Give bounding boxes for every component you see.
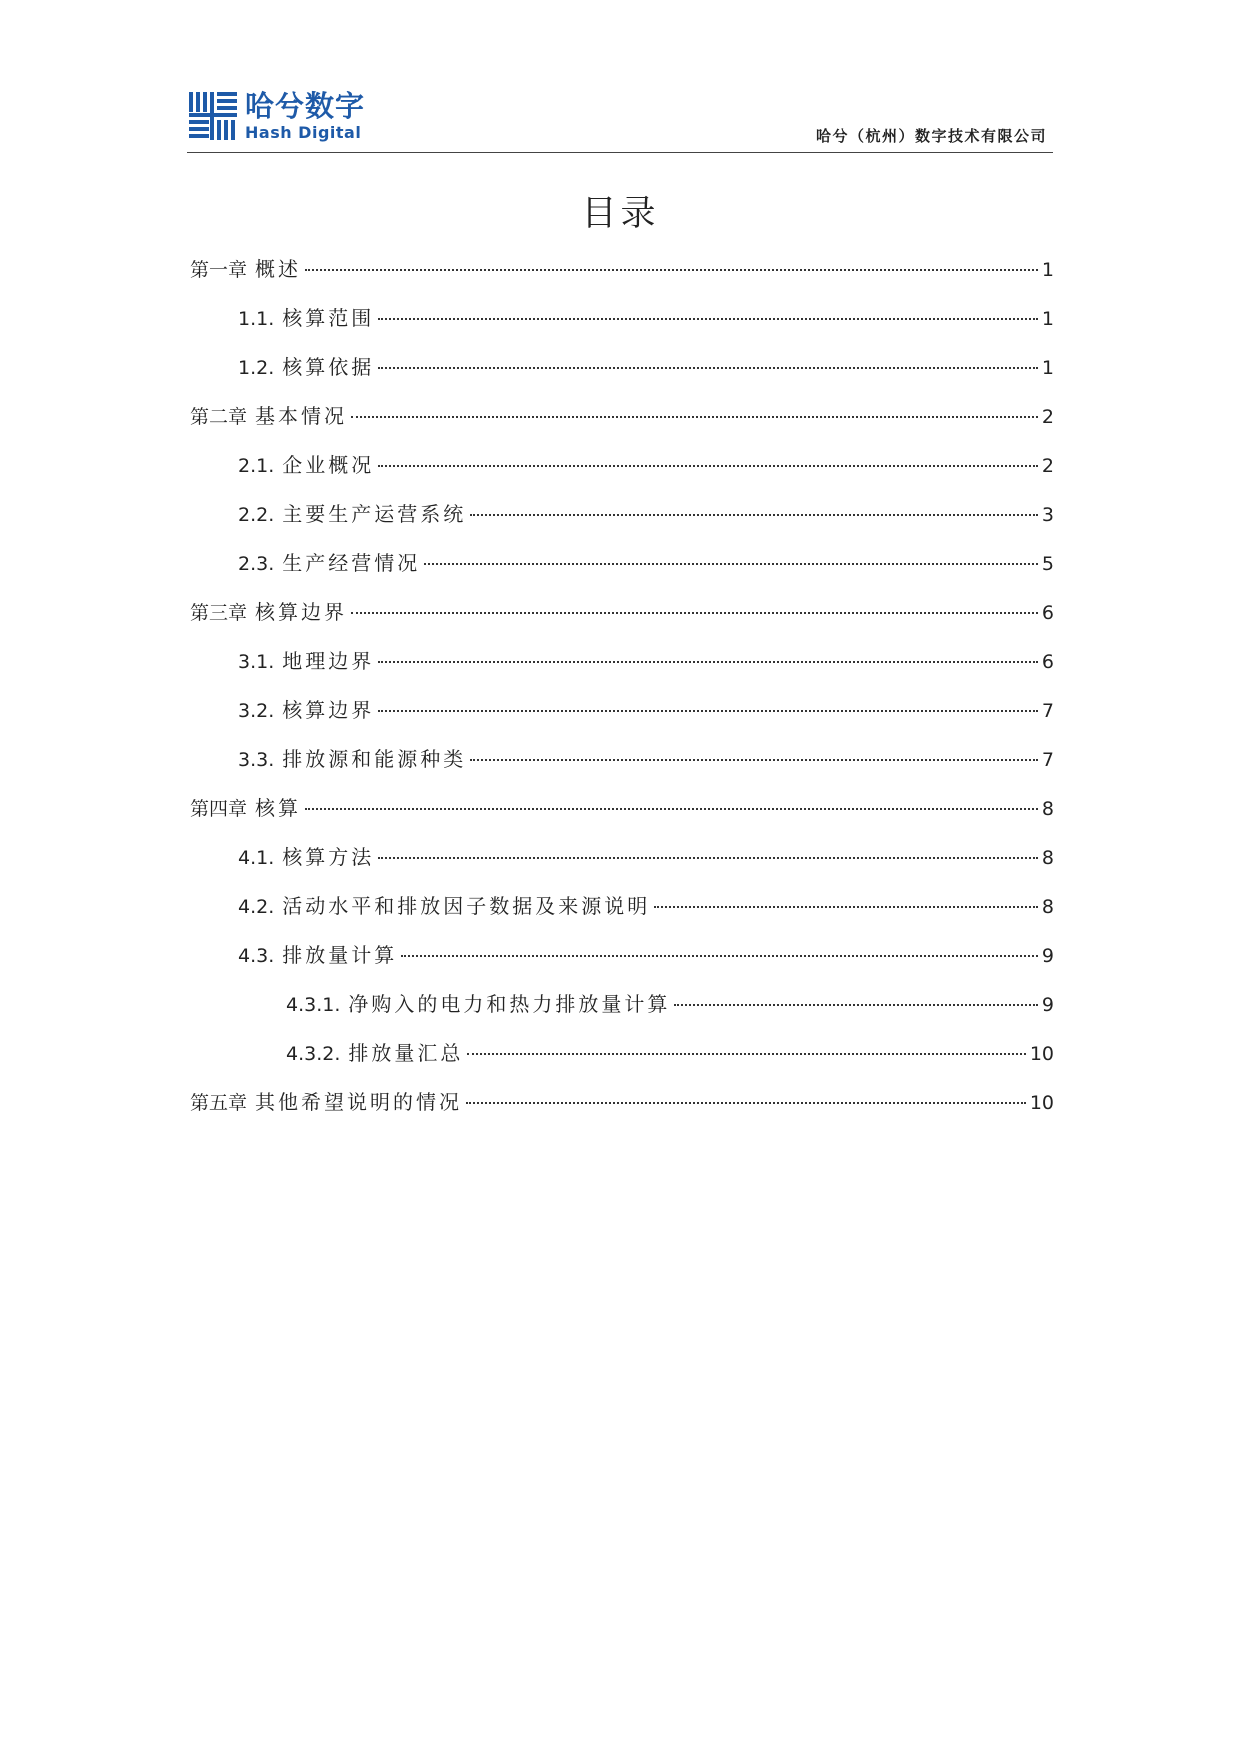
toc-leader-dots xyxy=(424,563,1038,565)
toc-entry-number: 第四章 xyxy=(190,798,248,820)
toc-page-number: 1 xyxy=(1041,308,1054,330)
toc-entry[interactable] xyxy=(190,645,1054,694)
toc-leader-dots xyxy=(378,318,1038,320)
toc-entry-label xyxy=(190,792,301,821)
toc-entry-number: 4.3. xyxy=(238,945,275,967)
toc-entry-number: 3.1. xyxy=(238,651,275,673)
toc-entry-text: 生产经营情况 xyxy=(282,551,421,575)
toc-entry-label xyxy=(238,547,420,576)
toc-entry-label xyxy=(190,1086,462,1115)
toc-entry-label xyxy=(238,743,466,772)
toc-entry[interactable] xyxy=(190,743,1054,792)
toc-entry[interactable] xyxy=(190,498,1054,547)
toc-entry[interactable] xyxy=(190,1037,1054,1086)
toc-page-number: 3 xyxy=(1041,504,1054,526)
toc-leader-dots xyxy=(401,955,1038,957)
toc-page-number: 2 xyxy=(1041,455,1054,477)
toc-entry-text: 基本情况 xyxy=(255,404,348,428)
toc-entry-text: 企业概况 xyxy=(282,453,375,477)
toc-entry[interactable] xyxy=(190,988,1054,1037)
company-logo xyxy=(187,88,365,144)
toc-page-number: 1 xyxy=(1041,259,1054,281)
toc-entry-label xyxy=(238,939,397,968)
toc-entry[interactable] xyxy=(190,841,1054,890)
toc-page-number: 7 xyxy=(1041,700,1054,722)
toc-leader-dots xyxy=(305,808,1038,810)
toc-entry-text: 核算边界 xyxy=(282,698,375,722)
toc-entry-text: 核算范围 xyxy=(282,306,375,330)
toc-entry-label xyxy=(238,694,374,723)
toc-entry-number: 2.2. xyxy=(238,504,275,526)
toc-leader-dots xyxy=(378,857,1038,859)
toc-entry-number: 3.3. xyxy=(238,749,275,771)
toc-entry-text: 概述 xyxy=(255,257,302,281)
toc-entry-label xyxy=(238,890,650,919)
toc-entry-number: 第五章 xyxy=(190,1092,248,1114)
toc-entry-label xyxy=(238,449,374,478)
toc-entry-number: 4.1. xyxy=(238,847,275,869)
hash-digital-logo-icon xyxy=(187,90,239,142)
logo-english-name: Hash Digital xyxy=(245,122,362,142)
logo-chinese-name: 哈兮数字 xyxy=(245,88,366,123)
toc-leader-dots xyxy=(674,1004,1038,1006)
toc-entry-text: 地理边界 xyxy=(282,649,375,673)
toc-page-number: 9 xyxy=(1041,994,1054,1016)
toc-entry-label xyxy=(190,253,301,282)
toc-page-number: 8 xyxy=(1041,798,1054,820)
toc-entry[interactable] xyxy=(190,939,1054,988)
toc-entry-label xyxy=(286,1037,463,1066)
toc-page-number: 6 xyxy=(1041,651,1054,673)
toc-page-number: 2 xyxy=(1041,406,1054,428)
toc-entry-label xyxy=(238,841,374,870)
toc-entry-label xyxy=(190,596,347,625)
toc-entry-label xyxy=(190,400,347,429)
toc-leader-dots xyxy=(378,710,1038,712)
toc-entry-number: 3.2. xyxy=(238,700,275,722)
table-of-contents xyxy=(190,253,1054,1135)
toc-page-number: 6 xyxy=(1041,602,1054,624)
toc-entry-text: 排放量计算 xyxy=(282,943,398,967)
toc-entry-text: 核算依据 xyxy=(282,355,375,379)
toc-entry[interactable] xyxy=(190,253,1054,302)
toc-entry[interactable] xyxy=(190,400,1054,449)
toc-entry[interactable] xyxy=(190,694,1054,743)
toc-entry-number: 第二章 xyxy=(190,406,248,428)
toc-leader-dots xyxy=(466,1102,1026,1104)
toc-entry-number: 第一章 xyxy=(190,259,248,281)
company-name: 哈兮（杭州）数字技术有限公司 xyxy=(815,127,1047,145)
toc-entry-text: 主要生产运营系统 xyxy=(282,502,467,526)
toc-page-number: 8 xyxy=(1041,847,1054,869)
toc-entry-number: 1.2. xyxy=(238,357,275,379)
toc-entry-text: 净购入的电力和热力排放量计算 xyxy=(348,992,671,1016)
page-header xyxy=(187,84,1053,153)
toc-entry-text: 活动水平和排放因子数据及来源说明 xyxy=(282,894,651,918)
toc-leader-dots xyxy=(470,514,1038,516)
toc-leader-dots xyxy=(470,759,1038,761)
toc-leader-dots xyxy=(378,465,1038,467)
toc-entry-number: 4.3.2. xyxy=(286,1043,341,1065)
toc-leader-dots xyxy=(378,661,1038,663)
toc-entry[interactable] xyxy=(190,351,1054,400)
toc-entry-text: 核算 xyxy=(255,796,302,820)
toc-entry[interactable] xyxy=(190,792,1054,841)
toc-page-number: 10 xyxy=(1029,1092,1054,1114)
toc-entry-number: 2.3. xyxy=(238,553,275,575)
toc-entry[interactable] xyxy=(190,1086,1054,1135)
toc-page-number: 5 xyxy=(1041,553,1054,575)
toc-entry[interactable] xyxy=(190,890,1054,939)
toc-entry-text: 核算方法 xyxy=(282,845,375,869)
toc-entry[interactable] xyxy=(190,302,1054,351)
toc-entry-label xyxy=(238,302,374,331)
toc-entry-text: 排放量汇总 xyxy=(348,1041,464,1065)
toc-entry-label xyxy=(238,351,374,380)
toc-entry-number: 1.1. xyxy=(238,308,275,330)
toc-entry-number: 第三章 xyxy=(190,602,248,624)
toc-page-number: 8 xyxy=(1041,896,1054,918)
toc-leader-dots xyxy=(305,269,1038,271)
toc-entry-text: 核算边界 xyxy=(255,600,348,624)
toc-entry-label xyxy=(238,645,374,674)
toc-entry[interactable] xyxy=(190,596,1054,645)
toc-page-number: 10 xyxy=(1029,1043,1054,1065)
toc-title: 目录 xyxy=(581,194,660,234)
toc-entry-label xyxy=(286,988,670,1017)
toc-page-number: 1 xyxy=(1041,357,1054,379)
toc-entry-text: 排放源和能源种类 xyxy=(282,747,467,771)
toc-entry[interactable] xyxy=(190,547,1054,596)
toc-leader-dots xyxy=(351,612,1038,614)
toc-leader-dots xyxy=(654,906,1038,908)
toc-entry-text: 其他希望说明的情况 xyxy=(255,1090,463,1114)
toc-entry[interactable] xyxy=(190,449,1054,498)
toc-page-number: 9 xyxy=(1041,945,1054,967)
toc-entry-number: 4.3.1. xyxy=(286,994,341,1016)
toc-entry-number: 4.2. xyxy=(238,896,275,918)
toc-leader-dots xyxy=(351,416,1038,418)
toc-leader-dots xyxy=(378,367,1038,369)
toc-page-number: 7 xyxy=(1041,749,1054,771)
toc-entry-label xyxy=(238,498,466,527)
toc-leader-dots xyxy=(467,1053,1025,1055)
toc-entry-number: 2.1. xyxy=(238,455,275,477)
